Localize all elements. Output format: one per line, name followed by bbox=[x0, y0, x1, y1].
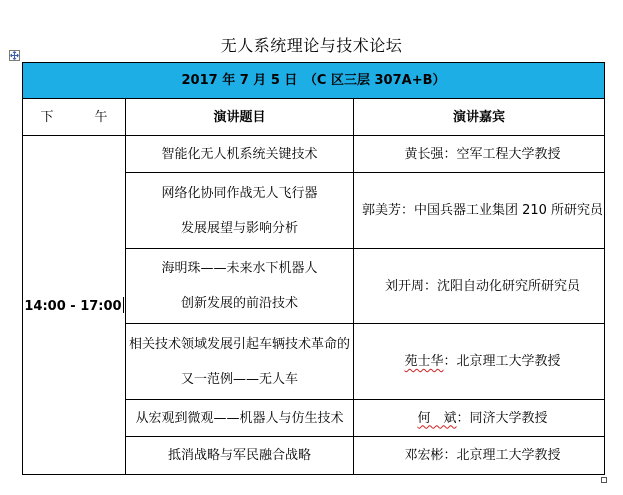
text-cursor bbox=[123, 297, 124, 313]
topic-line: 智能化无人机系统关键技术 bbox=[161, 146, 318, 162]
column-header-row bbox=[23, 99, 605, 136]
topic-cell[interactable] bbox=[126, 249, 354, 324]
speaker-title: ：沈阳自动化研究所研究员 bbox=[424, 278, 581, 294]
speaker-cell[interactable] bbox=[354, 437, 605, 475]
speaker-name: 邓宏彬 bbox=[404, 448, 444, 463]
speaker-cell[interactable] bbox=[354, 249, 605, 324]
speaker-cell[interactable] bbox=[354, 136, 605, 173]
speaker-name: 黄长强 bbox=[404, 146, 444, 162]
speaker-title: ：空军工程大学教授 bbox=[443, 146, 561, 162]
topic-cell[interactable] bbox=[126, 136, 354, 173]
topic-cell[interactable] bbox=[126, 324, 354, 400]
speaker-title: ：同济大学教授 bbox=[456, 410, 548, 426]
topic-line: 从宏观到微观——机器人与仿生技术 bbox=[135, 410, 344, 426]
speaker-name: 何 斌 bbox=[417, 410, 457, 426]
table-row bbox=[23, 136, 605, 173]
speaker-title: ：北京理工大学教授 bbox=[443, 448, 561, 463]
session-header-cell[interactable] bbox=[23, 99, 126, 136]
schedule-table bbox=[22, 62, 605, 475]
topic-cell[interactable] bbox=[126, 173, 354, 249]
time-slot-cell[interactable] bbox=[23, 136, 126, 475]
topic-cell[interactable] bbox=[126, 400, 354, 437]
speaker-title: ：中国兵器工业集团 210 所研究员 bbox=[400, 203, 604, 218]
topic-line: 又一范例——无人车 bbox=[180, 371, 298, 387]
table-resize-handle[interactable] bbox=[601, 477, 607, 483]
topic-header-cell[interactable]: 演讲题目 bbox=[126, 99, 354, 136]
topic-line: 海明珠——未来水下机器人 bbox=[161, 261, 318, 276]
speaker-name: 郭美芳 bbox=[361, 203, 401, 218]
document-title: 无人系统理论与技术论坛 bbox=[220, 36, 403, 55]
speaker-title: ：北京理工大学教授 bbox=[443, 354, 561, 369]
speaker-cell[interactable] bbox=[354, 400, 605, 437]
speaker-name: 苑士华 bbox=[404, 354, 444, 369]
speaker-cell[interactable] bbox=[354, 324, 605, 400]
topic-line: 创新发展的前沿技术 bbox=[180, 296, 298, 311]
speaker-cell[interactable] bbox=[354, 173, 605, 249]
topic-line: 发展展望与影响分析 bbox=[180, 220, 298, 236]
topic-line: 抵消战略与军民融合战略 bbox=[167, 448, 311, 463]
topic-line: 网络化协同作战无人飞行器 bbox=[161, 185, 318, 201]
topic-line: 相关技术领域发展引起车辆技术革命的 bbox=[128, 336, 350, 352]
speaker-name: 刘开周 bbox=[384, 278, 424, 294]
session-header-label: 下 午 bbox=[40, 109, 122, 125]
topic-cell[interactable] bbox=[126, 437, 354, 475]
time-slot-text: 14:00 - 17:00 bbox=[24, 299, 122, 314]
speaker-header-cell[interactable]: 演讲嘉宾 bbox=[354, 99, 605, 136]
date-location-cell[interactable]: 2017 年 7 月 5 日 （C 区三层 307A+B） bbox=[23, 63, 605, 99]
date-header-row bbox=[23, 63, 605, 99]
